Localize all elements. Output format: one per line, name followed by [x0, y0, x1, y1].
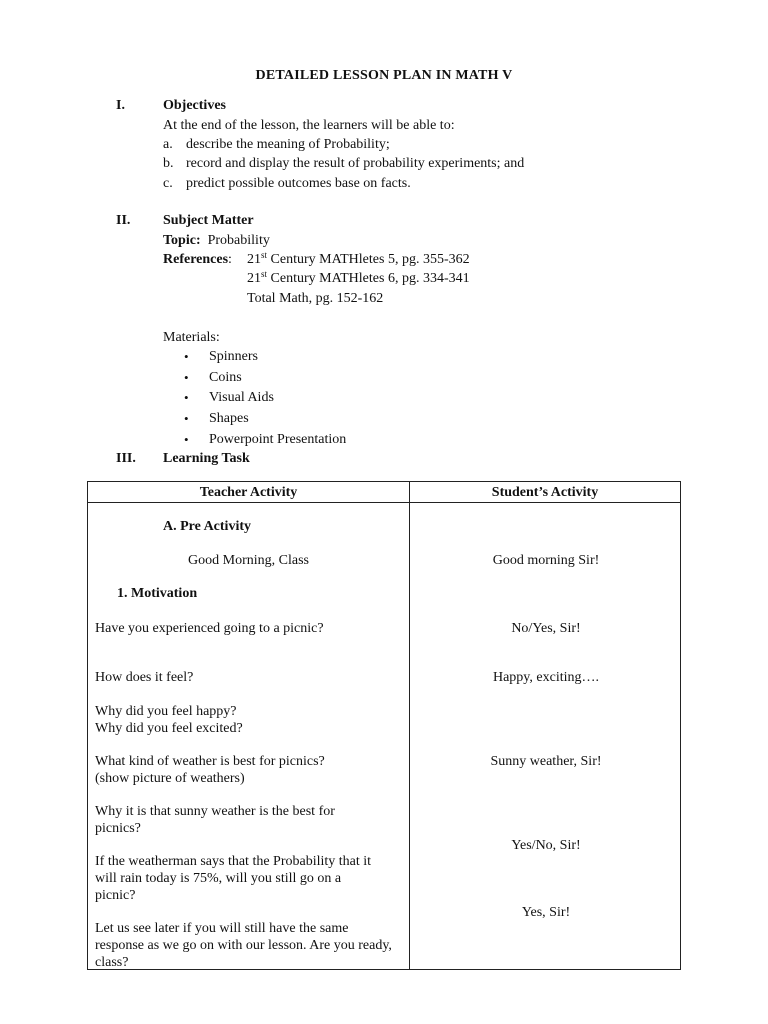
references-label: References: [163, 252, 229, 267]
section-heading-subject-matter: Subject Matter: [163, 213, 254, 228]
objective-text: record and display the result of probability experiments; and: [186, 156, 525, 171]
reference-text: 21: [247, 252, 261, 267]
header-teacher-activity: Teacher Activity: [199, 485, 298, 500]
bullet-icon: •: [184, 411, 189, 426]
motivation-heading: 1. Motivation: [117, 586, 198, 601]
teacher-question: Let us see later if you will still have the same response as we go on with our lesson. Are you ready, class?: [95, 921, 392, 970]
reference-text: Total Math, pg. 152-162: [247, 291, 384, 306]
student-answer: Yes, Sir!: [521, 905, 571, 920]
pre-activity-heading: A. Pre Activity: [163, 519, 251, 534]
reference-text: Century MATHletes 6, pg. 334-341: [267, 271, 470, 286]
section-numeral-learning-task: III.: [116, 451, 136, 466]
section-numeral-objectives: I.: [116, 98, 125, 113]
objectives-intro: At the end of the lesson, the learners will be able to:: [163, 118, 455, 133]
bullet-icon: •: [184, 349, 189, 364]
material-item: Coins: [209, 370, 242, 385]
student-answer: Sunny weather, Sir!: [490, 754, 602, 769]
reference-item: [247, 269, 470, 289]
teacher-question: Why did you feel excited?: [95, 721, 243, 736]
bullet-icon: •: [184, 390, 189, 405]
reference-text: Century MATHletes 5, pg. 355-362: [267, 252, 470, 267]
objective-letter: c.: [163, 176, 173, 191]
objective-letter: b.: [163, 156, 174, 171]
material-item: Spinners: [209, 349, 258, 364]
objective-text: predict possible outcomes base on facts.: [186, 176, 411, 191]
teacher-question: Why did you feel happy?: [95, 704, 237, 719]
header-student-activity: Student’s Activity: [491, 485, 599, 500]
reference-superscript: st: [261, 269, 268, 279]
references-colon: :: [228, 252, 232, 267]
reference-text: 21: [247, 271, 261, 286]
teacher-greeting: Good Morning, Class: [188, 553, 309, 568]
teacher-question: Have you experienced going to a picnic?: [95, 621, 324, 636]
section-heading-objectives: Objectives: [163, 98, 226, 113]
material-item: Visual Aids: [209, 390, 274, 405]
material-item: Shapes: [209, 411, 249, 426]
student-answer: No/Yes, Sir!: [511, 621, 581, 636]
material-item: Powerpoint Presentation: [209, 432, 347, 447]
bullet-icon: •: [184, 370, 189, 385]
document-title: DETAILED LESSON PLAN IN MATH V: [255, 68, 513, 83]
topic-value: Probability: [207, 233, 270, 248]
objective-letter: a.: [163, 137, 173, 152]
student-answer: Happy, exciting….: [492, 670, 599, 685]
teacher-question-note: (show picture of weathers): [95, 771, 245, 786]
teacher-question: Why it is that sunny weather is the best for picnics?: [95, 804, 335, 836]
reference-item: [247, 289, 383, 309]
student-greeting-reply: Good morning Sir!: [492, 553, 600, 568]
student-answer: Yes/No, Sir!: [511, 838, 581, 853]
teacher-question: How does it feel?: [95, 670, 194, 685]
bullet-icon: •: [184, 432, 189, 447]
teacher-question: If the weatherman says that the Probability that it will rain today is 75%, will you still go on a picnic?: [95, 854, 372, 903]
activity-table: [87, 481, 681, 970]
materials-label: Materials:: [163, 330, 220, 345]
teacher-question: What kind of weather is best for picnics?: [95, 754, 325, 769]
references-line: [163, 250, 232, 270]
section-heading-learning-task: Learning Task: [163, 451, 250, 466]
reference-item: [247, 250, 470, 270]
topic-line: [163, 231, 270, 251]
objective-text: describe the meaning of Probability;: [186, 137, 390, 152]
section-numeral-subject-matter: II.: [116, 213, 131, 228]
topic-label: Topic:: [163, 233, 201, 248]
reference-superscript: st: [261, 250, 268, 260]
